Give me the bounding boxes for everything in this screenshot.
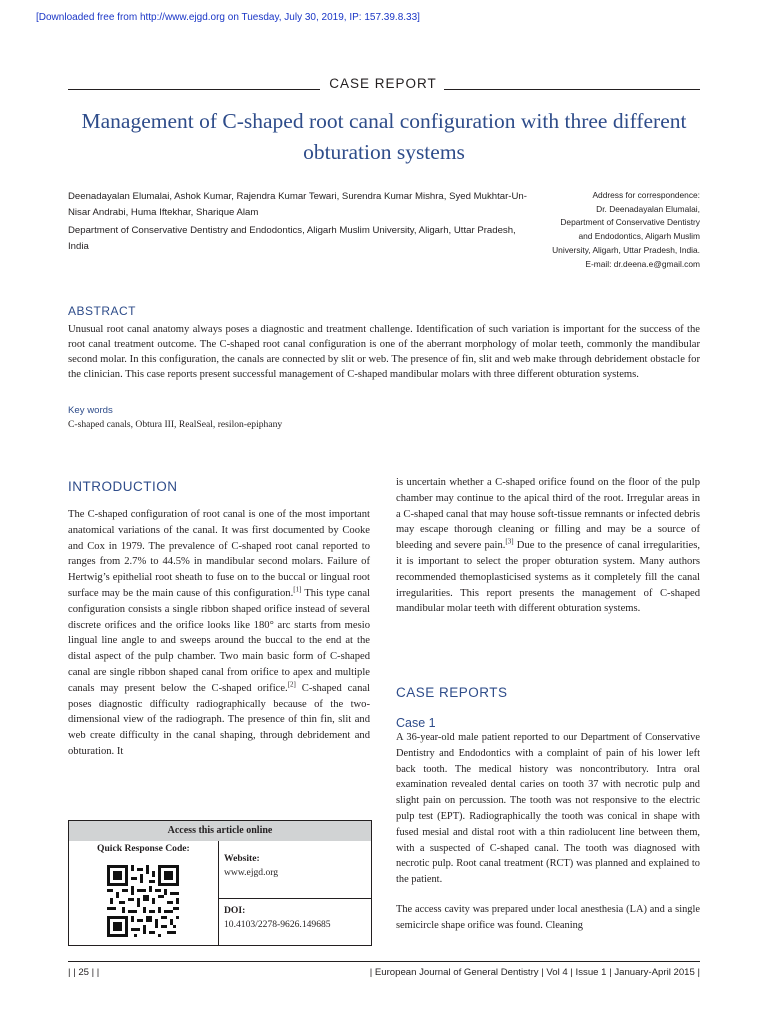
intro-text-part: The C-shaped configuration of root canal is one of the most important anatomical variations of the canal. It was first documented by Cooke and Cox in 1979. The prevalence of C-shaped root canal reported to ranges from 2.7% to 44.5% in mandibular second molars. Failure of Hertwig’s epithelial root sheath to fuse on to the buccal or lingual root surface may be the main cause of this configuration. [68, 509, 370, 599]
correspondence-line: Dr. Deenadayalan Elumalai, [596, 203, 700, 214]
right-text-part: Due to the presence of canal irregularities, it is important to select the proper obturation system. Many authors recommended themoplasticised systems as it completely fill the canal irregularities. This report presents the management of C-shaped mandibular molar teeth with different obturation systems. [396, 540, 700, 615]
citation-ref: [2] [287, 680, 296, 689]
correspondence-email: E-mail: dr.deena.e@gmail.com [585, 258, 700, 269]
qr-code-graphic [107, 865, 179, 937]
keywords-text: C-shaped canals, Obtura III, RealSeal, resilon-epiphany [68, 419, 283, 430]
paper-title: Management of C-shaped root canal configuration with three different obturation systems [81, 109, 687, 164]
right-text-part: is uncertain whether a C-shaped orifice found on the floor of the pulp chamber may continue to the apical third of the root. Irregular areas in a C-shaped canal that may house soft-tissue remnants or infected debris may escape thorough cleaning or filling and may be a source of bleeding and severe pain. [396, 477, 700, 552]
intro-text-part: C-shaped canal poses diagnostic difficulty radiographically because of the two-dimensional view of the radiograph. The presence of thin fin, slit and web create difficulty in the canal shaping, through debridement and obturation. It [68, 682, 371, 757]
correspondence-block [500, 189, 700, 271]
abstract-text: Unusual root canal anatomy always poses a diagnostic and treatment challenge. Identification of such variation is important for the success of the root canal treatment outcome. The C-shaped root canal configuration is one of the aberrant morphology of molar teeth, commonly the mandibular second molar. In this configuration, the canals are connected by slit or web. The presence of fin, slit and web make through debridement obstacle for the clinician. This case reports present successful management of C-shaped mandibular molars with three different obturation systems. [68, 324, 700, 380]
section-label: CASE REPORT [329, 76, 437, 91]
access-box-divider [218, 841, 219, 945]
doi-label: DOI: [224, 905, 246, 916]
right-column-text [396, 475, 700, 617]
case-reports-heading: CASE REPORTS [396, 685, 508, 700]
case1-text [396, 730, 700, 934]
doi-value[interactable]: 10.4103/2278-9626.149685 [224, 919, 331, 930]
case1-paragraph: A 36-year-old male patient reported to our Department of Conservative Dentistry and Endodontics with a complaint of pain of his lower left back tooth. The medical history was noncontributory. Intra oral examination revealed dental caries on tooth 37 with necrotic pulp and slight pain on percussion. The tooth was not responsive to the electric pulp test (EPT). Radiographically the tooth was conical in shape with fused mesial and distal root with a thin radiolucent line between them, with a suspected of C-shaped canal. The tooth was diagnosed with necrotic pulp. Root canal treatment (RCT) was planned and explained to the patient. [396, 732, 700, 886]
access-article-box [68, 820, 372, 946]
doi-divider [219, 898, 371, 899]
correspondence-heading: Address for correspondence: [592, 190, 700, 200]
footer-journal-info: | European Journal of General Dentistry | Vol 4 | Issue 1 | January-April 2015 | [369, 967, 700, 978]
intro-text-part: This type canal configuration consists a single ribbon shaped orifice instead of several discrete orifices and the orifice looks like 180° arc starts from mesio lingual line angle to and sweeps around the buccal to the end at the distal aspect of the pulp chamber. Two main basic form of C-shaped canal are single ribbon shaped canal from orifice to apex and multiple canals may present below the C-shaped orifice. [68, 587, 370, 694]
header-rule-left [68, 89, 320, 90]
website-link[interactable]: www.ejgd.org [224, 867, 279, 878]
header-rule-right [444, 89, 700, 90]
authors: Deenadayalan Elumalai, Ashok Kumar, Rajendra Kumar Tewari, Surendra Kumar Mishra, Syed Mukhtar-Un-Nisar Andrabi, Huma Iftekhar, Sharique Alam [68, 191, 527, 218]
footer-rule [68, 961, 700, 962]
case1-paragraph: The access cavity was prepared under local anesthesia (LA) and a single semicircle shape orifice was found. Cleaning [396, 903, 700, 931]
access-box-header: Access this article online [69, 821, 371, 841]
introduction-text [68, 507, 370, 760]
citation-ref: [3] [505, 537, 514, 546]
download-note: [Downloaded free from http://www.ejgd.org on Tuesday, July 30, 2019, IP: 157.39.8.33] [36, 12, 420, 23]
correspondence-line: Department of Conservative Dentistry [560, 217, 700, 228]
correspondence-line: and Endodontics, Aligarh Muslim [578, 231, 700, 242]
keywords-heading: Key words [68, 405, 113, 416]
footer-page-number: | | 25 | | [68, 967, 100, 978]
introduction-paragraph [68, 507, 370, 760]
website-label: Website: [224, 853, 260, 864]
qr-label: Quick Response Code: [97, 843, 190, 854]
qr-code-icon[interactable] [107, 865, 179, 942]
case1-heading: Case 1 [396, 716, 436, 730]
introduction-heading: INTRODUCTION [68, 479, 178, 494]
abstract-heading: ABSTRACT [68, 304, 137, 318]
correspondence-line: University, Aligarh, Uttar Pradesh, India. [552, 244, 700, 255]
citation-ref: [1] [293, 585, 302, 594]
right-column-paragraph [396, 475, 700, 617]
affiliation: Department of Conservative Dentistry and Endodontics, Aligarh Muslim University, Aligarh, Uttar Pradesh, India [68, 225, 516, 252]
